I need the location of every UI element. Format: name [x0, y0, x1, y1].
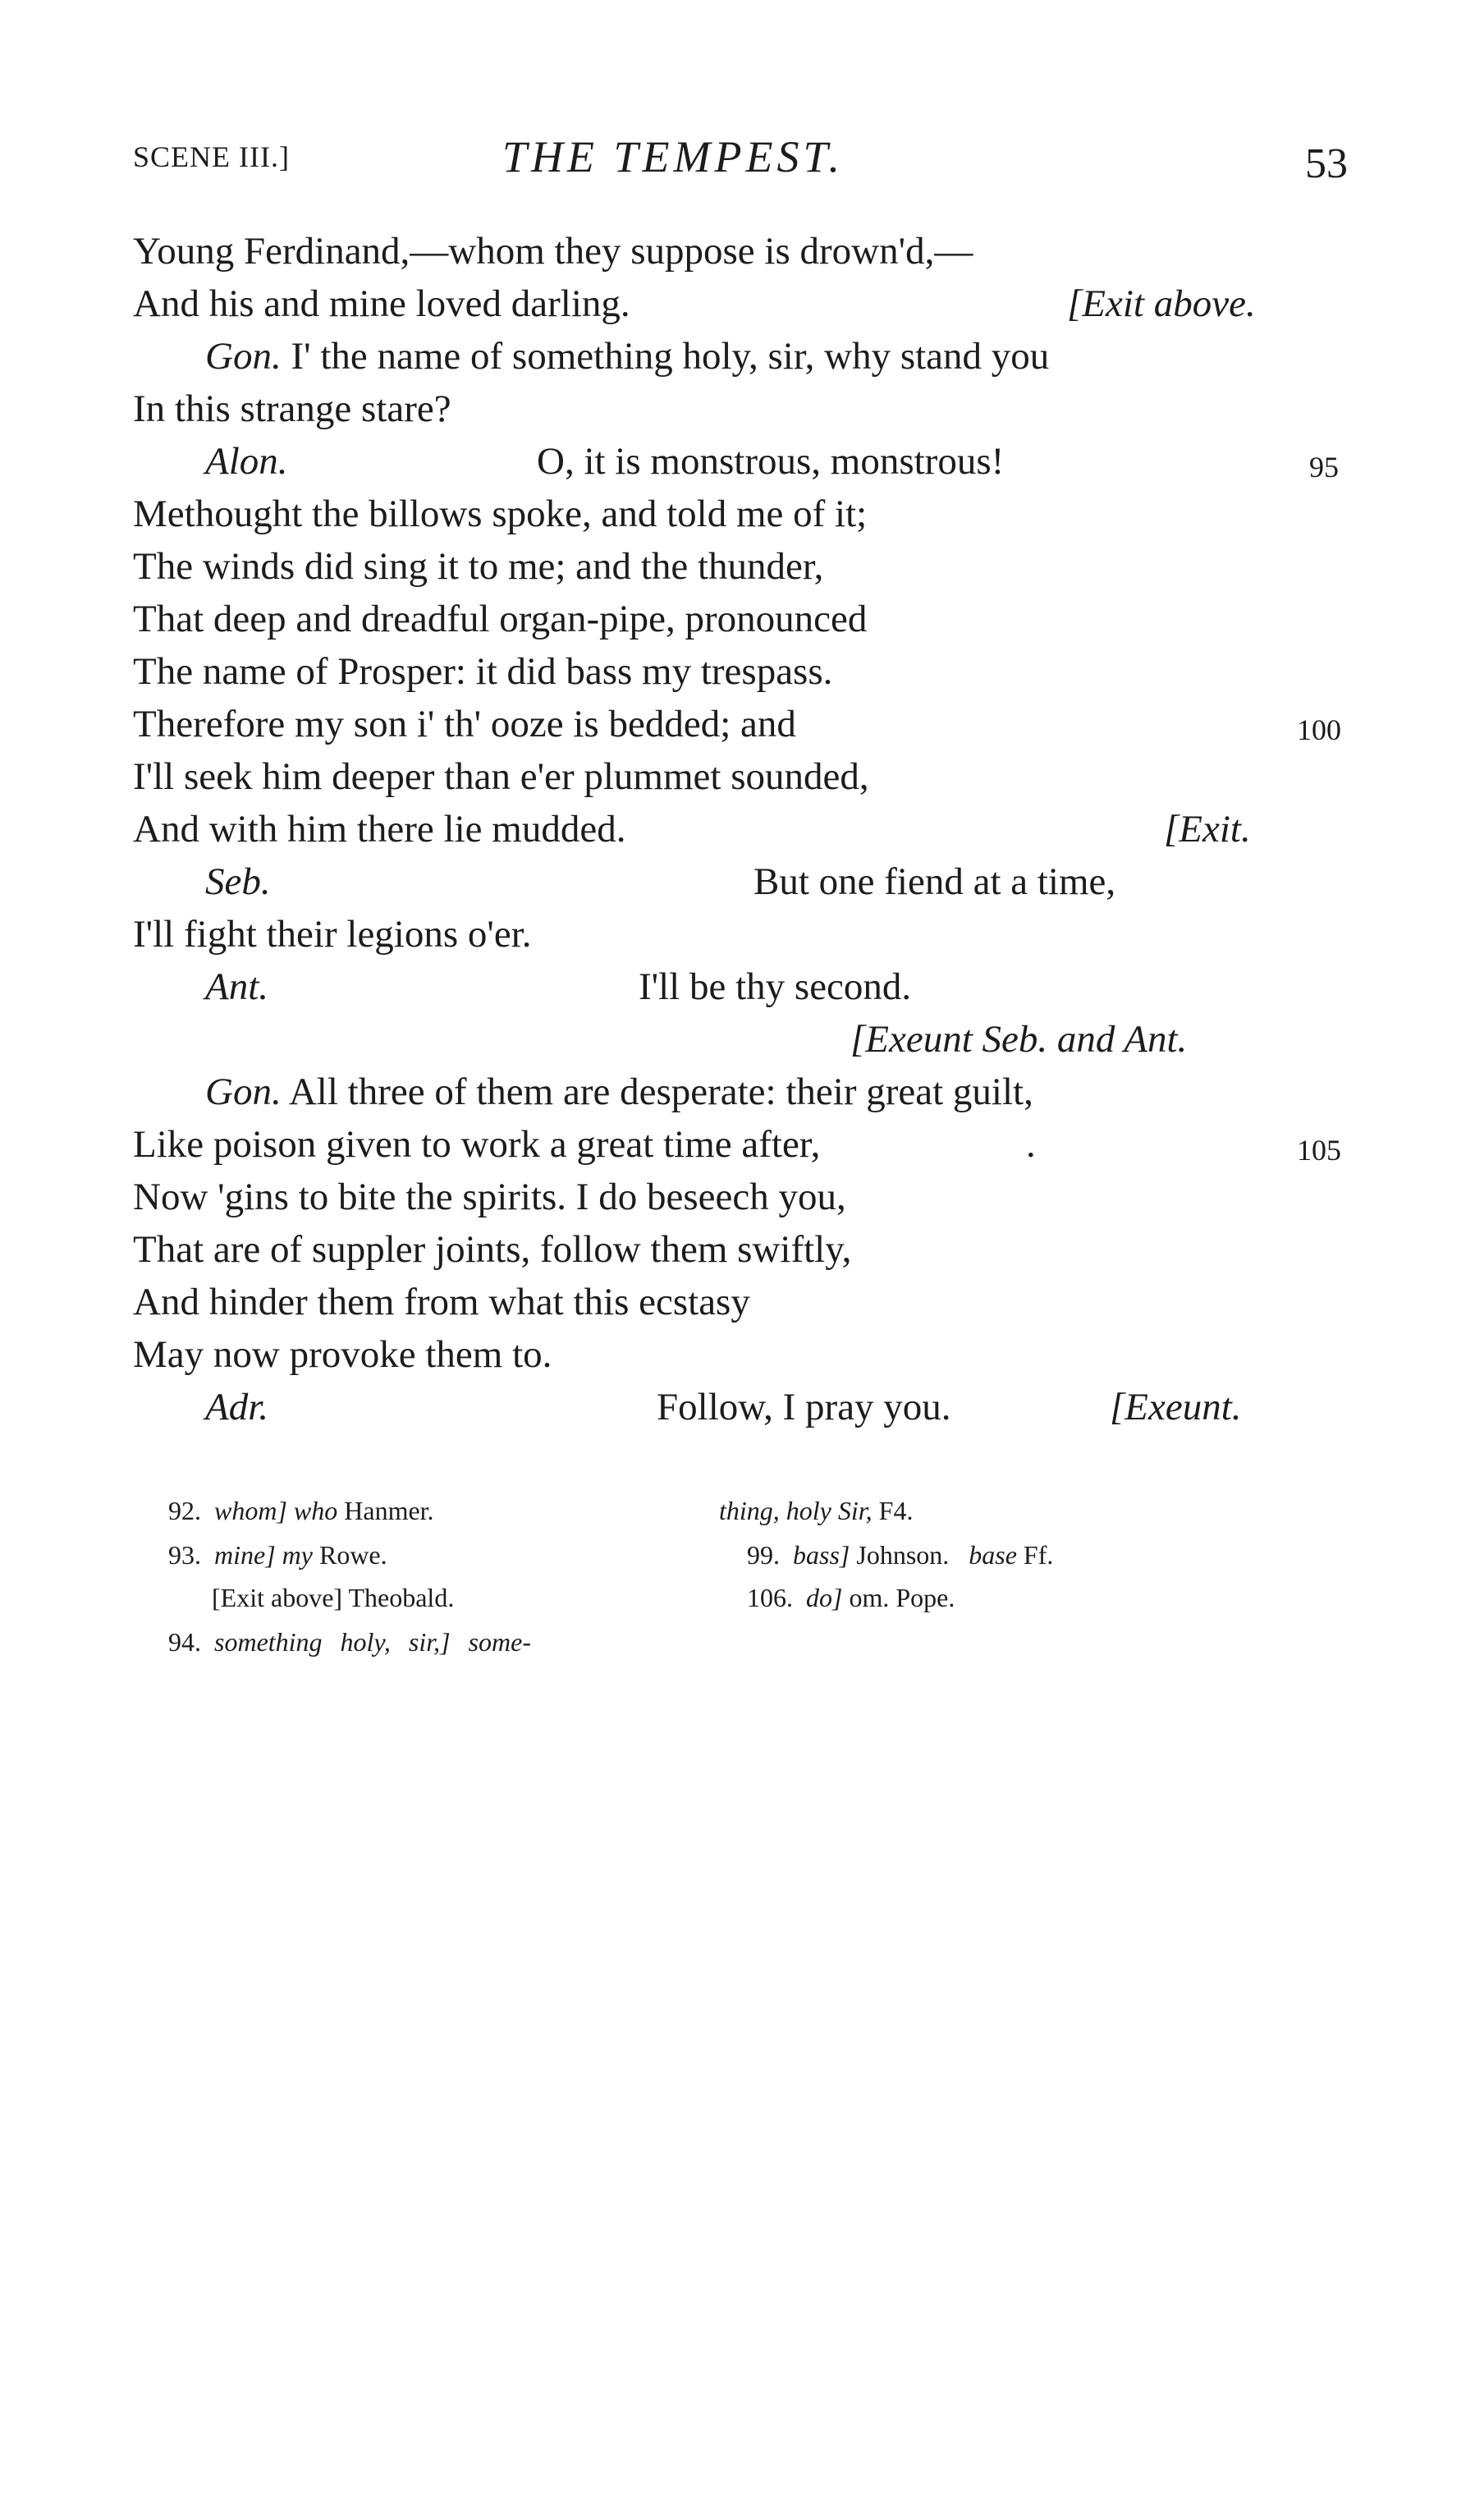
footnote: thing, holy Sir, F4. — [719, 1496, 914, 1525]
verse-line: The name of Prosper: it did bass my trespass. — [133, 650, 833, 693]
stage-direction: [Exeunt. — [1110, 1386, 1242, 1428]
verse-line: May now provoke them to. — [133, 1333, 552, 1376]
verse-line: Follow, I pray you. — [657, 1386, 951, 1428]
line-number: 95 — [1309, 451, 1339, 484]
speaker-name: Seb. — [205, 860, 271, 903]
verse-line: And his and mine loved darling. — [133, 282, 630, 325]
verse-line: I'll be thy second. — [639, 965, 912, 1008]
verse-line: That are of suppler joints, follow them swiftly, — [133, 1228, 852, 1271]
verse-line: Methought the billows spoke, and told me of it; — [133, 493, 868, 535]
speaker-name: Gon. — [205, 335, 282, 378]
footnote: [Exit above] Theobald. — [212, 1583, 455, 1612]
verse-line: The winds did sing it to me; and the thunder, — [133, 545, 824, 588]
verse-line: But one fiend at a time, — [753, 860, 1116, 903]
stage-direction: [Exit above. — [1067, 282, 1256, 325]
verse-line: Young Ferdinand,—whom they suppose is drown'd,— — [133, 230, 973, 273]
speaker-name: Alon. — [205, 440, 288, 483]
stage-direction: [Exeunt Seb. and Ant. — [850, 1018, 1188, 1061]
verse-line: Now 'gins to bite the spirits. I do beseech you, — [133, 1176, 846, 1218]
verse-line: And hinder them from what this ecstasy — [133, 1281, 750, 1323]
verse-line: Like poison given to work a great time after, — [133, 1123, 821, 1166]
speaker-name: Adr. — [205, 1386, 269, 1428]
verse-line: Gon. I' the name of something holy, sir, why stand you — [205, 335, 1050, 378]
stray-mark: . — [1026, 1123, 1036, 1166]
verse-line: That deep and dreadful organ-pipe, pronounced — [133, 598, 868, 640]
line-number: 100 — [1297, 713, 1341, 746]
running-header-scene: SCENE III.] — [133, 140, 290, 173]
footnote: 94. something holy, sir,] some- — [168, 1627, 531, 1657]
speaker-name: Ant. — [205, 965, 269, 1008]
verse-line: In this strange stare? — [133, 387, 451, 430]
stage-direction: [Exit. — [1164, 808, 1251, 851]
verse-line: And with him there lie mudded. — [133, 808, 626, 851]
line-number: 105 — [1297, 1134, 1341, 1167]
verse-line: I'll seek him deeper than e'er plummet sounded, — [133, 755, 869, 798]
footnote: 92. whom] who Hanmer. — [168, 1496, 434, 1525]
speaker-name: Gon. — [205, 1071, 282, 1113]
verse-line: Gon. All three of them are desperate: their great guilt, — [205, 1071, 1033, 1113]
footnote: 93. mine] my Rowe. — [168, 1540, 387, 1570]
verse-line: I'll fight their legions o'er. — [133, 913, 532, 956]
page-number: 53 — [1305, 140, 1348, 187]
verse-line: O, it is monstrous, monstrous! — [537, 440, 1005, 483]
footnote: 106. do] om. Pope. — [747, 1583, 955, 1612]
footnote: 99. bass] Johnson. base Ff. — [747, 1540, 1054, 1570]
verse-line: Therefore my son i' th' ooze is bedded; and — [133, 703, 796, 745]
running-header-title: THE TEMPEST. — [502, 132, 845, 181]
